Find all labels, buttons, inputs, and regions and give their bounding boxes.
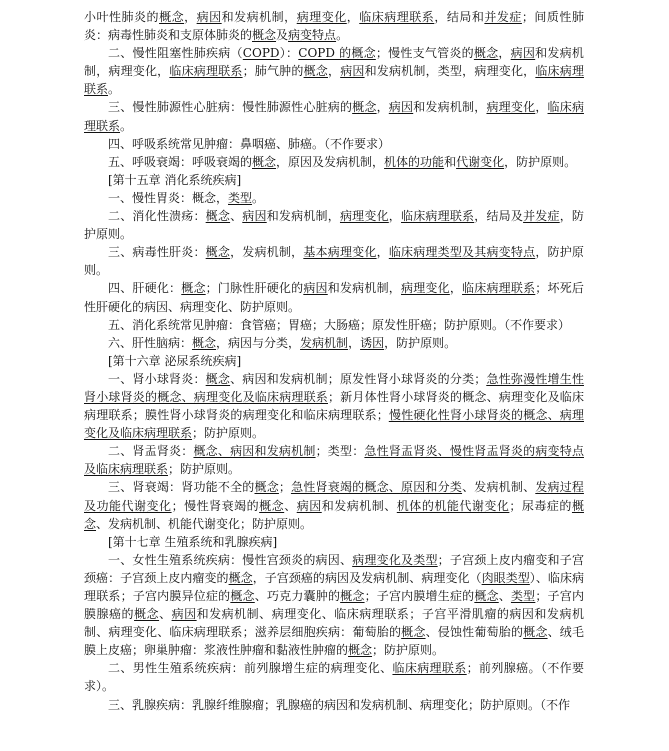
outline-paragraph	[84, 696, 584, 714]
outline-paragraph	[84, 153, 584, 171]
text-run: [第十七章 生殖系统和乳腺疾病]	[108, 534, 278, 549]
text-run: 二、男性生殖系统疾病：前列腺增生症的病理变化、	[108, 661, 393, 676]
text-run: 、	[498, 589, 511, 603]
text-run: ，	[388, 209, 402, 224]
text-run: ；防护原则。	[192, 426, 265, 441]
text-run: ，防护原则。	[504, 154, 577, 169]
outline-paragraph	[84, 207, 584, 243]
text-run: ，	[449, 281, 463, 296]
text-run: ；尿毒症的	[509, 498, 572, 513]
underlined-term: 慢性硬化性肾小球肾炎的概念、病理变化及临床病理联系	[84, 408, 584, 441]
underlined-term: 概念	[205, 209, 231, 224]
text-run: [第十五章 消化系统疾病]	[108, 172, 242, 187]
underlined-term: 病因	[340, 64, 365, 79]
text-run: [第十六章 泌尿系统疾病]	[108, 353, 242, 368]
underlined-term: 病理变化	[486, 100, 536, 115]
outline-paragraph	[84, 370, 584, 442]
text-run: ，	[535, 100, 548, 115]
text-run: ，	[327, 64, 341, 79]
underlined-term: 概念	[230, 589, 255, 603]
underlined-term: 临床病理联系	[462, 281, 536, 296]
underlined-term: 并发症	[523, 209, 560, 224]
text-run: 和发病机制、病理变化、临床病理联系；子宫平滑肌瘤的病因和发病机制、病理变化、临床病理联系；滋养层细胞疾病：葡萄胎的	[84, 607, 584, 640]
underlined-term: 概念	[254, 480, 279, 495]
text-run: 。	[108, 82, 121, 97]
text-run: 二、慢性阻塞性肺疾病（	[108, 46, 243, 61]
underlined-term: 基本病理变化	[303, 245, 377, 260]
underlined-term: 病因	[388, 100, 414, 115]
text-run: ；肺气肿的	[242, 64, 304, 79]
text-run: 三、慢性肺源性心脏病：慢性肺源性心脏病的	[108, 100, 353, 115]
underlined-term: 急性肾衰竭的概念、原因和分类	[290, 480, 463, 495]
outline-paragraph	[84, 659, 584, 695]
outline-paragraph	[84, 478, 584, 532]
chapter-heading	[84, 533, 584, 551]
text-run: ；防护原则。	[372, 643, 445, 658]
underlined-term: 概念	[348, 643, 373, 658]
outline-paragraph	[84, 135, 584, 153]
underlined-term: 概念	[523, 625, 548, 640]
underlined-term: 肉眼类型	[481, 570, 530, 585]
underlined-term: 概念	[205, 371, 231, 386]
underlined-term: 类型	[510, 589, 536, 603]
text-run: 、病因和发病机制；原发性肾小球肾炎的分类；	[230, 371, 487, 386]
text-run: ，防护原则。	[84, 245, 584, 278]
underlined-term: 临床病理联系	[392, 661, 467, 676]
text-run: ；防护原则。	[168, 462, 241, 477]
text-run: 二、肾盂肾炎：	[108, 444, 194, 459]
underlined-term: 病因	[196, 10, 222, 24]
underlined-term: 病理变化	[296, 10, 347, 24]
text-run: 五、呼吸衰竭：呼吸衰竭的	[108, 154, 253, 169]
text-run: 、侵蚀性葡萄胎的	[425, 625, 524, 640]
outline-paragraph	[84, 442, 584, 478]
text-run: 四、呼吸系统常见肿瘤：鼻咽癌、肺癌。（不作要求）	[108, 136, 391, 151]
underlined-term: 临床病理联系	[359, 10, 435, 24]
underlined-term: COPD 的概念	[298, 46, 376, 61]
text-run: 和发病机制，病理变化，	[84, 46, 584, 79]
text-run: ；子宫内膜增生症的	[364, 589, 475, 603]
text-run: 四、肝硬化：	[108, 281, 182, 296]
text-run: 、	[230, 209, 243, 224]
text-run: 三、肾衰竭：肾功能不全的	[108, 480, 255, 495]
outline-paragraph	[84, 189, 584, 207]
underlined-term: 概念	[84, 498, 584, 531]
underlined-term: 发病机制	[300, 335, 349, 350]
outline-paragraph	[84, 98, 584, 134]
underlined-term: 代谢变化	[456, 154, 505, 169]
text-run: 。	[120, 118, 133, 133]
outline-paragraph	[84, 551, 584, 660]
text-run: ，防护原则。	[384, 335, 457, 350]
text-run: 、巧克力囊肿的	[254, 589, 341, 603]
text-run: 和发病机制，类型，病理变化，	[364, 64, 536, 79]
text-run: ；慢性支气管炎的	[375, 46, 474, 61]
text-run: ，病因与分类，	[216, 335, 301, 350]
text-run: ；前列腺癌。（不作要求）。	[84, 661, 584, 694]
text-run: ，	[376, 245, 389, 260]
text-run: ，原因及发病机制，	[276, 154, 385, 169]
underlined-term: 并发症	[484, 10, 522, 24]
text-run: ，子宫颈癌的病因及发病机制、病理变化（	[252, 570, 482, 585]
text-run: 五、消化系统常见肿瘤：食管癌；胃癌；大肠癌；原发性肝癌；防护原则。（不作要求）	[108, 317, 571, 332]
text-run: 和发病机制，	[221, 10, 297, 24]
underlined-term: 概念	[228, 570, 253, 585]
underlined-term: 概念	[303, 64, 328, 79]
text-run: ，	[498, 46, 511, 61]
underlined-term: 病因	[171, 607, 197, 622]
text-run: 一、女性生殖系统疾病：慢性宫颈炎的病因、	[108, 552, 353, 567]
text-run: 、	[159, 607, 172, 622]
text-run: ，	[346, 10, 360, 24]
underlined-term: 概念	[205, 245, 231, 260]
underlined-term: 类型	[228, 190, 253, 205]
underlined-term: 概念	[252, 154, 277, 169]
underlined-term: 病变特点	[288, 28, 337, 43]
underlined-term: 概念	[352, 100, 377, 115]
text-run: ；坏死后性肝硬化的病因、病理变化、防护原则。	[84, 281, 584, 314]
text-run: ；子宫颈上皮内瘤变和子宫颈癌：子宫颈上皮内瘤变的	[84, 552, 584, 585]
outline-paragraph	[84, 44, 584, 98]
underlined-term: 概念	[259, 498, 285, 513]
outline-paragraph	[84, 279, 584, 315]
underlined-term: 急性弥漫性增生性肾小球肾炎的概念、病理变化及临床病理联系	[84, 371, 584, 404]
text-run: 、发病机制、机能代谢变化；防护原则。	[96, 516, 313, 531]
text-run: 和发病机制、	[321, 498, 397, 513]
underlined-term: 病因	[510, 46, 536, 61]
text-run: 小叶性肺炎的	[84, 10, 160, 24]
text-run: 、发病机制、	[462, 480, 536, 495]
text-run: 一、肾小球肾炎：	[108, 371, 206, 386]
text-run: ；	[278, 480, 291, 495]
text-run: ，	[348, 335, 361, 350]
text-run: ；门脉性肝硬化的	[205, 281, 304, 296]
underlined-term: 概念	[473, 46, 499, 61]
underlined-term: 概念	[159, 10, 185, 24]
underlined-term: 发病过程及功能代谢变化	[84, 480, 584, 513]
text-run: 和发病机制，	[413, 100, 487, 115]
underlined-term: COPD	[242, 46, 280, 61]
text-run: 和发病机制，	[327, 281, 401, 296]
text-run: ，	[184, 10, 197, 24]
outline-paragraph	[84, 316, 584, 334]
underlined-term: 机体的功能	[384, 154, 445, 169]
underlined-term: 病理变化	[339, 209, 389, 224]
underlined-term: 概念	[192, 335, 217, 350]
underlined-term: 病理变化	[401, 281, 450, 296]
underlined-term: 临床病理联系	[169, 64, 243, 79]
underlined-term: 病理变化及类型	[352, 552, 438, 567]
text-run: 及	[276, 28, 289, 43]
text-run: ，结局和	[434, 10, 485, 24]
outline-paragraph	[84, 334, 584, 352]
text-run: ，	[376, 100, 389, 115]
text-run: 和	[444, 154, 457, 169]
underlined-term: 概念	[474, 589, 499, 603]
underlined-term: 临床病理联系	[84, 100, 584, 133]
text-run: ，防护原则。	[84, 209, 584, 242]
chapter-heading	[84, 171, 584, 189]
underlined-term: 诱因	[360, 335, 385, 350]
text-run: ；类型：	[315, 444, 365, 459]
text-run: 六、肝性脑病：	[108, 335, 193, 350]
outline-paragraph	[84, 243, 584, 279]
underlined-term: 概念	[134, 607, 160, 622]
text-run: ）、临床病理联系；子宫内膜异位症的	[84, 570, 584, 603]
document-page	[84, 8, 584, 714]
text-run: ，结局及	[474, 209, 524, 224]
text-run: 三、病毒性肝炎：	[108, 245, 206, 260]
chapter-heading	[84, 352, 584, 370]
text-run: 、	[284, 498, 297, 513]
text-run: ；新月体性肾小球肾炎的概念、病理变化及临床病理联系；膜性肾小球肾炎的病理变化和临床病理联系；	[84, 389, 584, 423]
text-run: 、绒毛膜上皮癌；卵巢肿瘤：浆液性肿瘤和黏液性肿瘤的	[84, 625, 584, 658]
text-run: ）：	[279, 46, 299, 61]
underlined-term: 机体的机能代谢变化	[396, 498, 510, 513]
text-run: ，发病机制，	[230, 245, 304, 260]
underlined-term: 临床病理类型及其病变特点	[388, 245, 536, 260]
text-run: 三、乳腺疾病：乳腺纤维腺瘤；乳腺癌的病因和发病机制、病理变化；防护原则。（不作	[108, 697, 571, 712]
text-run: 二、消化性溃疡：	[108, 209, 206, 224]
text-run: 和发病机制，	[266, 209, 340, 224]
text-run: 。	[252, 190, 265, 205]
text-run: ；子宫内膜腺癌的	[84, 589, 584, 622]
underlined-term: 概念	[252, 28, 277, 43]
text-run: 。	[336, 28, 349, 43]
underlined-term: 病因	[296, 498, 322, 513]
underlined-term: 概念	[340, 589, 365, 603]
text-run: ；慢性肾衰竭的	[171, 498, 260, 513]
underlined-term: 概念	[401, 625, 426, 640]
underlined-term: 临床病理联系	[84, 64, 584, 97]
outline-paragraph	[84, 8, 584, 44]
text-run: 一、慢性胃炎：概念，	[108, 190, 229, 205]
underlined-term: 病因	[303, 281, 328, 296]
underlined-term: 概念、病因和发病机制	[193, 444, 316, 459]
underlined-term: 病因	[242, 209, 267, 224]
underlined-term: 急性肾盂肾炎、慢性肾盂肾炎的病变特点及临床病理联系	[84, 444, 584, 477]
underlined-term: 临床病理联系	[401, 209, 475, 224]
underlined-term: 概念	[181, 281, 206, 296]
text-run: ；间质性肺炎：病毒性肺炎和支原体肺炎的	[84, 10, 584, 43]
